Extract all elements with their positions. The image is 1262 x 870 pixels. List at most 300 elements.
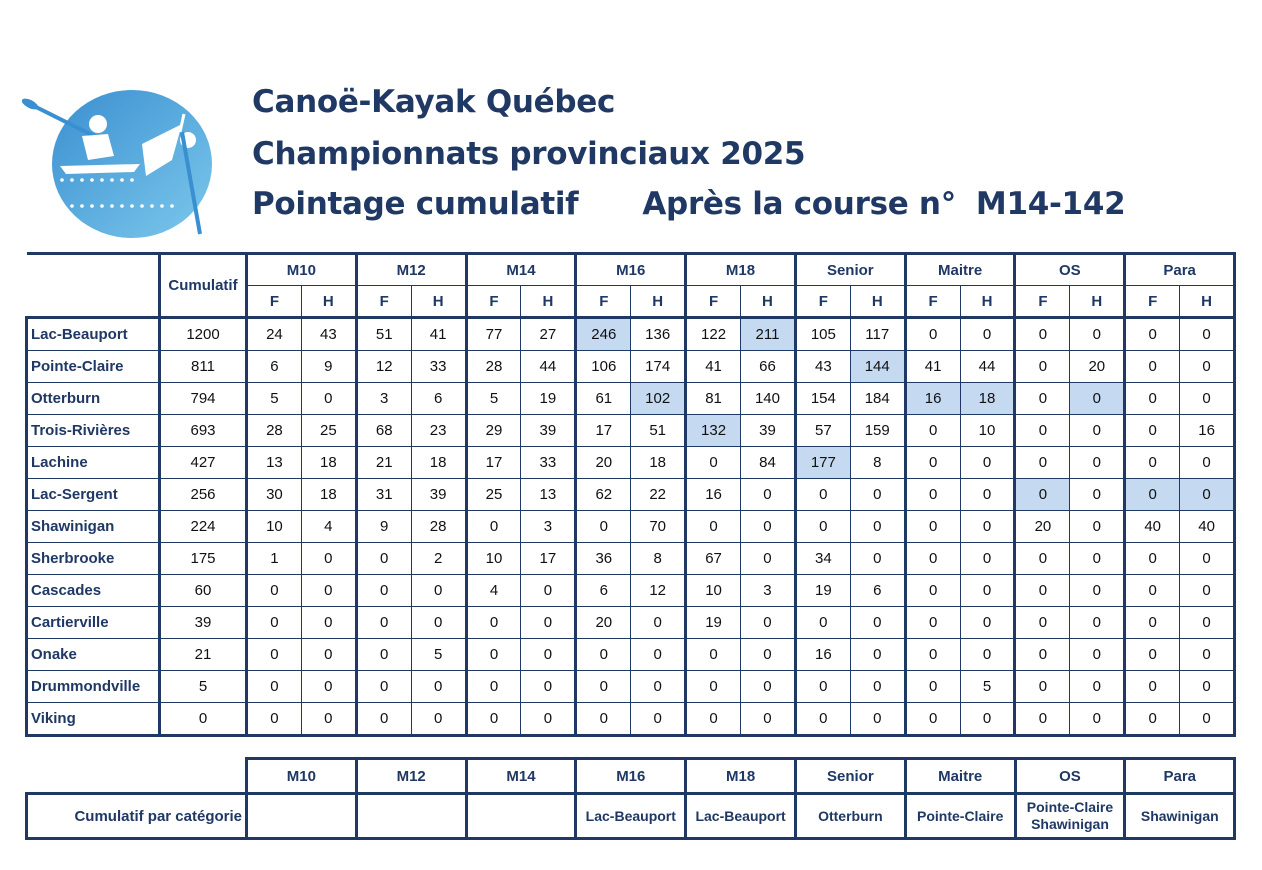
sub-header-f: F bbox=[247, 286, 302, 318]
score-cell: 0 bbox=[1070, 383, 1125, 415]
summary-winner-cell bbox=[247, 794, 357, 839]
score-cell: 0 bbox=[1125, 703, 1180, 736]
score-cell: 0 bbox=[741, 639, 796, 671]
score-cell: 0 bbox=[1125, 575, 1180, 607]
score-cell: 0 bbox=[741, 671, 796, 703]
score-cell: 0 bbox=[960, 447, 1015, 479]
table-row bbox=[27, 415, 1235, 447]
score-cell: 140 bbox=[741, 383, 796, 415]
score-cell: 0 bbox=[1180, 383, 1235, 415]
score-cell: 144 bbox=[850, 351, 905, 383]
score-cell: 5 bbox=[247, 383, 302, 415]
summary-group-m10: M10 bbox=[247, 759, 357, 794]
group-header-m12: M12 bbox=[356, 254, 466, 286]
score-cell: 0 bbox=[905, 479, 960, 511]
score-cell: 0 bbox=[1180, 479, 1235, 511]
summary-winner: Pointe-Claire bbox=[917, 807, 1004, 824]
team-name: Onake bbox=[27, 639, 160, 671]
score-cell: 5 bbox=[411, 639, 466, 671]
score-cell: 0 bbox=[411, 575, 466, 607]
score-cell: 29 bbox=[466, 415, 521, 447]
score-cell: 81 bbox=[686, 383, 741, 415]
title-scoring bbox=[252, 186, 1125, 222]
team-total: 224 bbox=[160, 511, 247, 543]
score-cell: 41 bbox=[411, 318, 466, 351]
score-cell: 8 bbox=[631, 543, 686, 575]
score-cell: 0 bbox=[795, 479, 850, 511]
score-cell: 105 bbox=[795, 318, 850, 351]
score-cell: 43 bbox=[301, 318, 356, 351]
score-cell: 0 bbox=[850, 639, 905, 671]
table-row bbox=[27, 479, 1235, 511]
score-cell: 0 bbox=[1125, 607, 1180, 639]
score-cell: 177 bbox=[795, 447, 850, 479]
score-cell: 0 bbox=[1180, 703, 1235, 736]
table-row bbox=[27, 447, 1235, 479]
score-cell: 0 bbox=[905, 318, 960, 351]
group-header-m16: M16 bbox=[576, 254, 686, 286]
score-cell: 39 bbox=[521, 415, 576, 447]
score-cell: 0 bbox=[905, 575, 960, 607]
team-name: Otterburn bbox=[27, 383, 160, 415]
after-race-label: Après la course n° bbox=[642, 186, 956, 222]
canoe-kayak-logo-icon bbox=[22, 84, 212, 244]
score-cell: 0 bbox=[247, 639, 302, 671]
score-cell: 31 bbox=[356, 479, 411, 511]
score-cell: 0 bbox=[1070, 575, 1125, 607]
team-total: 256 bbox=[160, 479, 247, 511]
score-cell: 0 bbox=[411, 607, 466, 639]
score-cell: 25 bbox=[301, 415, 356, 447]
score-cell: 4 bbox=[301, 511, 356, 543]
score-cell: 154 bbox=[795, 383, 850, 415]
score-cell: 0 bbox=[1015, 671, 1070, 703]
score-cell: 0 bbox=[741, 479, 796, 511]
score-cell: 0 bbox=[741, 607, 796, 639]
score-cell: 68 bbox=[356, 415, 411, 447]
table-row bbox=[27, 671, 1235, 703]
team-name: Cascades bbox=[27, 575, 160, 607]
score-cell: 44 bbox=[521, 351, 576, 383]
score-cell: 44 bbox=[960, 351, 1015, 383]
score-cell: 0 bbox=[905, 447, 960, 479]
corner-cell bbox=[27, 254, 160, 318]
score-cell: 67 bbox=[686, 543, 741, 575]
score-cell: 36 bbox=[576, 543, 631, 575]
score-cell: 0 bbox=[686, 671, 741, 703]
summary-group-m14: M14 bbox=[466, 759, 576, 794]
summary-winner-cell bbox=[686, 794, 796, 839]
team-total: 0 bbox=[160, 703, 247, 736]
table-row bbox=[27, 703, 1235, 736]
sub-header-h: H bbox=[301, 286, 356, 318]
table-row bbox=[27, 607, 1235, 639]
score-cell: 39 bbox=[741, 415, 796, 447]
score-cell: 0 bbox=[960, 639, 1015, 671]
score-cell: 19 bbox=[686, 607, 741, 639]
score-cell: 0 bbox=[1015, 575, 1070, 607]
summary-winner-cell bbox=[356, 794, 466, 839]
score-cell: 61 bbox=[576, 383, 631, 415]
score-cell: 34 bbox=[795, 543, 850, 575]
summary-winner: Lac-Beauport bbox=[585, 807, 676, 824]
group-header-m10: M10 bbox=[247, 254, 357, 286]
score-cell: 0 bbox=[1015, 351, 1070, 383]
score-cell: 0 bbox=[1125, 671, 1180, 703]
summary-group-maitre: Maitre bbox=[905, 759, 1015, 794]
score-cell: 122 bbox=[686, 318, 741, 351]
table-row bbox=[27, 543, 1235, 575]
group-header-senior: Senior bbox=[795, 254, 905, 286]
score-cell: 0 bbox=[466, 639, 521, 671]
sub-header-f: F bbox=[1015, 286, 1070, 318]
summary-winner-cell bbox=[795, 794, 905, 839]
score-cell: 22 bbox=[631, 479, 686, 511]
score-cell: 10 bbox=[466, 543, 521, 575]
score-cell: 6 bbox=[411, 383, 466, 415]
score-cell: 17 bbox=[466, 447, 521, 479]
score-cell: 5 bbox=[466, 383, 521, 415]
score-cell: 0 bbox=[1125, 543, 1180, 575]
summary-group-para: Para bbox=[1125, 759, 1235, 794]
score-cell: 0 bbox=[247, 671, 302, 703]
score-cell: 28 bbox=[411, 511, 466, 543]
score-cell: 0 bbox=[576, 511, 631, 543]
score-cell: 0 bbox=[905, 703, 960, 736]
score-cell: 0 bbox=[960, 511, 1015, 543]
score-cell: 16 bbox=[686, 479, 741, 511]
cumulative-header: Cumulatif bbox=[160, 254, 247, 318]
sub-header-f: F bbox=[356, 286, 411, 318]
team-total: 60 bbox=[160, 575, 247, 607]
team-name: Lac-Beauport bbox=[27, 318, 160, 351]
score-cell: 0 bbox=[905, 671, 960, 703]
score-cell: 0 bbox=[960, 607, 1015, 639]
sub-header-f: F bbox=[686, 286, 741, 318]
sub-header-h: H bbox=[631, 286, 686, 318]
score-cell: 3 bbox=[356, 383, 411, 415]
team-name: Trois-Rivières bbox=[27, 415, 160, 447]
score-cell: 0 bbox=[631, 607, 686, 639]
title-event: Championnats provinciaux 2025 bbox=[252, 136, 806, 172]
sub-header-h: H bbox=[850, 286, 905, 318]
score-cell: 24 bbox=[247, 318, 302, 351]
score-cell: 39 bbox=[411, 479, 466, 511]
score-cell: 0 bbox=[1070, 639, 1125, 671]
score-cell: 40 bbox=[1180, 511, 1235, 543]
group-header-m14: M14 bbox=[466, 254, 576, 286]
score-cell: 0 bbox=[686, 703, 741, 736]
score-cell: 0 bbox=[850, 511, 905, 543]
score-cell: 0 bbox=[1015, 703, 1070, 736]
score-cell: 51 bbox=[631, 415, 686, 447]
score-cell: 51 bbox=[356, 318, 411, 351]
sub-header-h: H bbox=[741, 286, 796, 318]
score-cell: 18 bbox=[301, 447, 356, 479]
score-cell: 0 bbox=[1180, 575, 1235, 607]
score-cell: 28 bbox=[466, 351, 521, 383]
table-row bbox=[27, 351, 1235, 383]
score-cell: 0 bbox=[960, 575, 1015, 607]
score-cell: 0 bbox=[356, 607, 411, 639]
group-header-m18: M18 bbox=[686, 254, 796, 286]
score-cell: 0 bbox=[466, 703, 521, 736]
score-cell: 0 bbox=[1070, 607, 1125, 639]
score-cell: 0 bbox=[1125, 639, 1180, 671]
score-cell: 0 bbox=[1070, 318, 1125, 351]
score-cell: 0 bbox=[411, 671, 466, 703]
score-cell: 70 bbox=[631, 511, 686, 543]
score-cell: 0 bbox=[247, 607, 302, 639]
score-cell: 136 bbox=[631, 318, 686, 351]
score-cell: 0 bbox=[301, 543, 356, 575]
score-cell: 20 bbox=[1070, 351, 1125, 383]
score-cell: 0 bbox=[356, 543, 411, 575]
score-cell: 0 bbox=[631, 703, 686, 736]
score-cell: 0 bbox=[1070, 511, 1125, 543]
score-cell: 0 bbox=[1180, 607, 1235, 639]
score-cell: 18 bbox=[411, 447, 466, 479]
score-cell: 10 bbox=[686, 575, 741, 607]
score-cell: 0 bbox=[1180, 639, 1235, 671]
score-cell: 6 bbox=[576, 575, 631, 607]
team-total: 693 bbox=[160, 415, 247, 447]
score-cell: 18 bbox=[301, 479, 356, 511]
score-cell: 0 bbox=[1070, 703, 1125, 736]
score-cell: 33 bbox=[411, 351, 466, 383]
score-cell: 40 bbox=[1125, 511, 1180, 543]
score-cell: 0 bbox=[631, 671, 686, 703]
score-cell: 0 bbox=[1015, 607, 1070, 639]
summary-winner: Shawinigan bbox=[1031, 816, 1109, 832]
cumulative-score-table bbox=[25, 252, 1236, 737]
score-cell: 10 bbox=[960, 415, 1015, 447]
team-name: Viking bbox=[27, 703, 160, 736]
score-cell: 6 bbox=[247, 351, 302, 383]
score-cell: 0 bbox=[1070, 543, 1125, 575]
score-cell: 0 bbox=[960, 543, 1015, 575]
sub-header-h: H bbox=[1180, 286, 1235, 318]
summary-winner: Lac-Beauport bbox=[695, 807, 786, 824]
sub-header-h: H bbox=[411, 286, 466, 318]
score-cell: 0 bbox=[1070, 671, 1125, 703]
summary-winner-cell bbox=[466, 794, 576, 839]
score-cell: 0 bbox=[686, 639, 741, 671]
score-cell: 0 bbox=[850, 607, 905, 639]
score-cell: 13 bbox=[247, 447, 302, 479]
score-cell: 0 bbox=[1015, 479, 1070, 511]
sub-header-h: H bbox=[1070, 286, 1125, 318]
score-cell: 246 bbox=[576, 318, 631, 351]
score-cell: 0 bbox=[960, 479, 1015, 511]
team-total: 5 bbox=[160, 671, 247, 703]
score-cell: 16 bbox=[795, 639, 850, 671]
table-row bbox=[27, 318, 1235, 351]
score-cell: 16 bbox=[1180, 415, 1235, 447]
score-cell: 62 bbox=[576, 479, 631, 511]
summary-group-os: OS bbox=[1015, 759, 1125, 794]
score-cell: 0 bbox=[686, 447, 741, 479]
summary-group-senior: Senior bbox=[795, 759, 905, 794]
score-cell: 0 bbox=[247, 703, 302, 736]
score-cell: 77 bbox=[466, 318, 521, 351]
table-row bbox=[27, 383, 1235, 415]
score-cell: 12 bbox=[631, 575, 686, 607]
score-cell: 8 bbox=[850, 447, 905, 479]
summary-winner-cell bbox=[1125, 794, 1235, 839]
score-cell: 66 bbox=[741, 351, 796, 383]
score-cell: 0 bbox=[1015, 383, 1070, 415]
score-cell: 0 bbox=[1180, 351, 1235, 383]
score-cell: 0 bbox=[356, 703, 411, 736]
score-cell: 0 bbox=[466, 671, 521, 703]
score-cell: 4 bbox=[466, 575, 521, 607]
score-cell: 2 bbox=[411, 543, 466, 575]
summary-winner-cell bbox=[905, 794, 1015, 839]
score-cell: 9 bbox=[356, 511, 411, 543]
team-total: 21 bbox=[160, 639, 247, 671]
score-cell: 0 bbox=[1180, 543, 1235, 575]
score-cell: 0 bbox=[850, 671, 905, 703]
table-row bbox=[27, 575, 1235, 607]
score-cell: 0 bbox=[905, 511, 960, 543]
score-cell: 174 bbox=[631, 351, 686, 383]
summary-winner-cell bbox=[576, 794, 686, 839]
score-cell: 0 bbox=[521, 671, 576, 703]
team-total: 1200 bbox=[160, 318, 247, 351]
score-cell: 20 bbox=[1015, 511, 1070, 543]
score-cell: 18 bbox=[960, 383, 1015, 415]
score-cell: 28 bbox=[247, 415, 302, 447]
score-cell: 27 bbox=[521, 318, 576, 351]
score-cell: 25 bbox=[466, 479, 521, 511]
score-cell: 0 bbox=[1125, 415, 1180, 447]
team-total: 427 bbox=[160, 447, 247, 479]
scoring-label: Pointage cumulatif bbox=[252, 186, 579, 222]
score-cell: 9 bbox=[301, 351, 356, 383]
score-cell: 0 bbox=[850, 703, 905, 736]
team-total: 175 bbox=[160, 543, 247, 575]
summary-group-m16: M16 bbox=[576, 759, 686, 794]
score-cell: 17 bbox=[521, 543, 576, 575]
group-header-maitre: Maitre bbox=[905, 254, 1015, 286]
score-cell: 0 bbox=[576, 639, 631, 671]
score-cell: 0 bbox=[905, 415, 960, 447]
score-cell: 0 bbox=[850, 479, 905, 511]
score-cell: 84 bbox=[741, 447, 796, 479]
score-cell: 0 bbox=[686, 511, 741, 543]
score-cell: 19 bbox=[521, 383, 576, 415]
score-cell: 0 bbox=[576, 703, 631, 736]
sub-header-f: F bbox=[1125, 286, 1180, 318]
title-federation: Canoë-Kayak Québec bbox=[252, 84, 616, 120]
summary-winner: Shawinigan bbox=[1140, 807, 1219, 824]
score-cell: 17 bbox=[576, 415, 631, 447]
score-cell: 0 bbox=[247, 575, 302, 607]
sub-header-f: F bbox=[905, 286, 960, 318]
race-number: M14-142 bbox=[975, 186, 1126, 222]
score-cell: 10 bbox=[247, 511, 302, 543]
score-cell: 0 bbox=[1015, 415, 1070, 447]
team-name: Shawinigan bbox=[27, 511, 160, 543]
score-cell: 0 bbox=[1125, 479, 1180, 511]
score-cell: 0 bbox=[1125, 383, 1180, 415]
summary-group-m12: M12 bbox=[356, 759, 466, 794]
score-cell: 0 bbox=[521, 575, 576, 607]
team-name: Cartierville bbox=[27, 607, 160, 639]
score-cell: 0 bbox=[356, 639, 411, 671]
score-cell: 0 bbox=[301, 607, 356, 639]
score-cell: 3 bbox=[521, 511, 576, 543]
score-cell: 102 bbox=[631, 383, 686, 415]
team-name: Sherbrooke bbox=[27, 543, 160, 575]
score-cell: 43 bbox=[795, 351, 850, 383]
summary-corner bbox=[27, 759, 247, 794]
team-total: 39 bbox=[160, 607, 247, 639]
score-cell: 0 bbox=[1070, 447, 1125, 479]
score-cell: 0 bbox=[1015, 543, 1070, 575]
score-cell: 0 bbox=[301, 383, 356, 415]
sub-header-h: H bbox=[960, 286, 1015, 318]
score-cell: 41 bbox=[686, 351, 741, 383]
summary-winner: Otterburn bbox=[818, 807, 883, 824]
score-cell: 0 bbox=[301, 703, 356, 736]
team-name: Lachine bbox=[27, 447, 160, 479]
score-cell: 0 bbox=[301, 671, 356, 703]
score-cell: 0 bbox=[1015, 639, 1070, 671]
score-cell: 0 bbox=[1180, 447, 1235, 479]
score-cell: 0 bbox=[1015, 447, 1070, 479]
sub-header-h: H bbox=[521, 286, 576, 318]
score-cell: 0 bbox=[795, 671, 850, 703]
score-cell: 30 bbox=[247, 479, 302, 511]
summary-winner: Pointe-Claire bbox=[1026, 799, 1114, 815]
score-cell: 106 bbox=[576, 351, 631, 383]
score-cell: 0 bbox=[1070, 479, 1125, 511]
score-cell: 0 bbox=[795, 703, 850, 736]
team-total: 811 bbox=[160, 351, 247, 383]
score-cell: 132 bbox=[686, 415, 741, 447]
score-cell: 0 bbox=[521, 703, 576, 736]
group-header-os: OS bbox=[1015, 254, 1125, 286]
score-cell: 184 bbox=[850, 383, 905, 415]
table-row bbox=[27, 511, 1235, 543]
score-cell: 19 bbox=[795, 575, 850, 607]
summary-winner-cell bbox=[1015, 794, 1125, 839]
score-cell: 1 bbox=[247, 543, 302, 575]
group-header-para: Para bbox=[1125, 254, 1235, 286]
score-cell: 0 bbox=[521, 607, 576, 639]
score-cell: 0 bbox=[905, 543, 960, 575]
score-cell: 0 bbox=[960, 318, 1015, 351]
score-cell: 0 bbox=[741, 511, 796, 543]
score-cell: 0 bbox=[521, 639, 576, 671]
score-cell: 0 bbox=[356, 575, 411, 607]
score-cell: 41 bbox=[905, 351, 960, 383]
score-cell: 0 bbox=[741, 543, 796, 575]
score-cell: 0 bbox=[741, 703, 796, 736]
score-cell: 0 bbox=[411, 703, 466, 736]
score-cell: 0 bbox=[466, 511, 521, 543]
team-name: Pointe-Claire bbox=[27, 351, 160, 383]
score-cell: 0 bbox=[850, 543, 905, 575]
score-cell: 0 bbox=[356, 671, 411, 703]
score-cell: 16 bbox=[905, 383, 960, 415]
score-cell: 0 bbox=[795, 511, 850, 543]
score-cell: 0 bbox=[301, 575, 356, 607]
score-cell: 0 bbox=[466, 607, 521, 639]
score-cell: 0 bbox=[905, 607, 960, 639]
